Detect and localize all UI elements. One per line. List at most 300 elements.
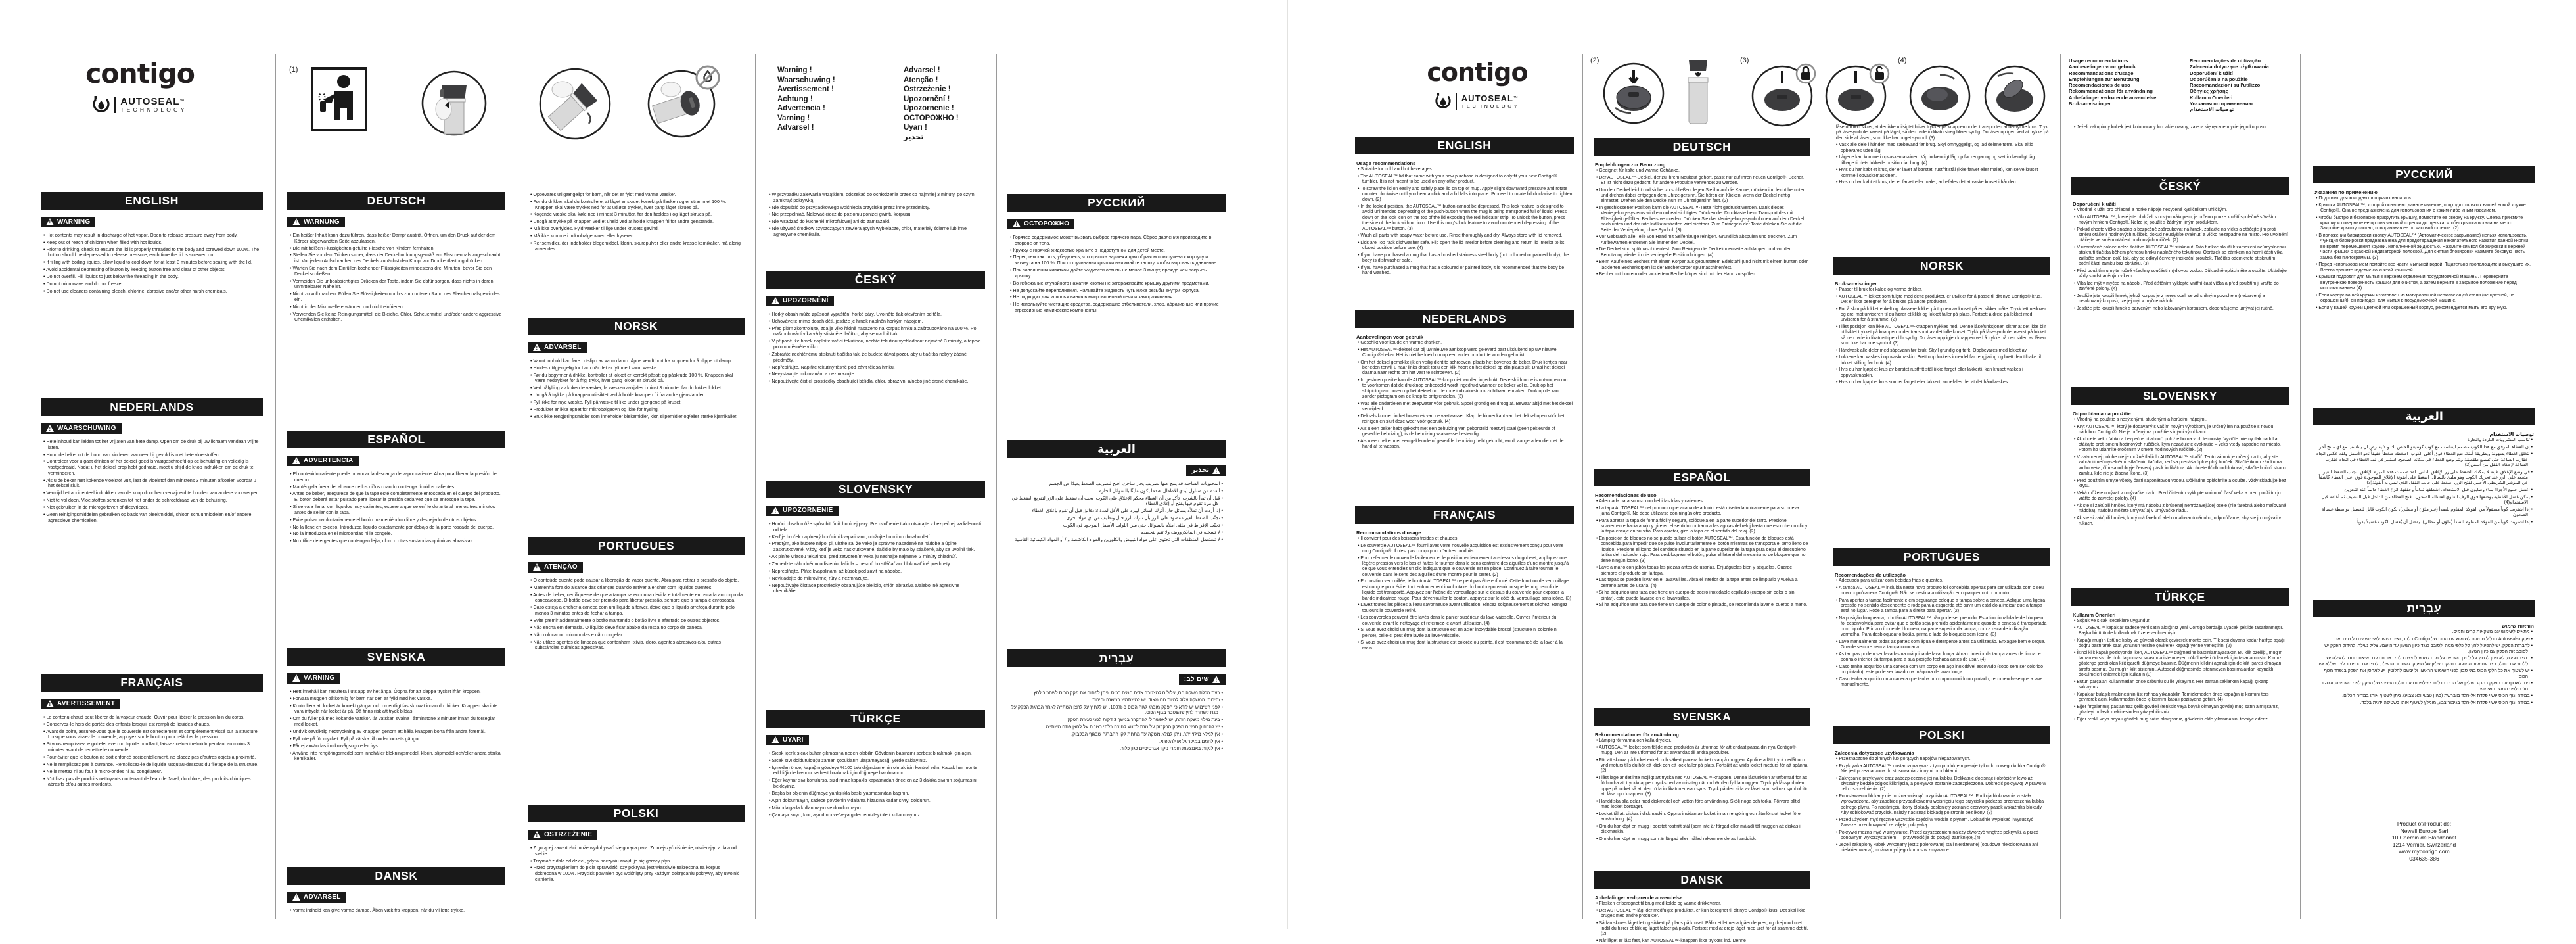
instruction-item: • For å skru på lokket enkelt og plassere lokket på toppen av kruset på en sikker måte. Trykk lett nedover og drei mot urviseren til du hører et klikk og lokket faller på plass. Fortsett å dreie på lokket med urviseren for å stramme. (2) [1836,307,2049,323]
autoseal-text: AUTOSEAL [120,95,180,107]
usage-word: Doporučení k užití [2190,70,2233,76]
instruction-item: • Når låget er låst fast, kan AUTOSEAL™-knappen ikke trykkes ind. Denne [1596,939,1809,944]
warning-badge-label: שים לב: [1184,676,1209,683]
instruction-item: • V uzamčené poloze nelze tlačítko AUTOSEAL™ stisknout. Tato funkce slouží k zamezení neúmyslnému stisknutí tlačítka během přenosu hrnku naplněného tekutinou. Obrázek se zámkem na horní části víka zatlačte směrem dolů tak, aby se odkryl červený indikační proužek. Tlačítko odemknete stisknutím boční části zámku bez obrázku. (3) [2074,245,2288,268]
instruction-item: • Před použitím umyjte ručně všechny součásti mýdlovou vodou. Důkladně opláchněte a osušte. Ukládejte vždy s odstraněným víkem. [2074,269,2288,280]
instruction-item: • إذا أردت أن تملأه بسائل حار، أترك السائل ليبرد على الأقل لمدة 3 دقائق قبل أن تقوم بإغلاق الغطاء [1009,508,1223,514]
instruction-item: • Handdiska alla delar med diskmedel och vatten före användning. Skölj noga och torka. Förvara alltid med locket borttaget. [1596,799,1809,811]
usage-word: Recommandations d'usage [2069,70,2134,76]
column-right-3 [1833,0,2050,929]
instruction-item: • Jeżeli zakupiony kubek jest kolorowany lub lakierowany, zaleca się ręczne mycie jego korpusu. [2074,125,2288,130]
instruction-item: • Hete inhoud kan leiden tot het vrijlaten van hete damp. Open om de druk bij uw lichaam vandaan vrij te laten. [43,439,262,450]
instruction-item: • W przypadku zalewania wrzątkiem, odczekać do ochłodzenia przez co najmniej 3 minuty, po czym zamknąć pokrywką. [769,192,984,203]
section-cesky-usage [2071,177,2289,386]
section-espanol-usage [1594,469,1810,704]
instruction-item: • Veká môžete umývať v umývačke riadu. Pred čistením vyklopte vnútornú časť veka a pred použitím ju vráťte do zavretej polohy. (4) [2074,491,2288,502]
instruction-item: • Antes de beber, asegúrese de que la tapa esté completamente enroscada en el cuerpo del producto. El botón deberá estar pulsado para liberar la presión cada vez que se enrosque la tapa. [290,491,504,502]
instruction-item: • تناسب المشروبات الباردة والحارة [2314,438,2533,443]
instruction-item: • Avoid accidental depressing of button by keeping button free and clear of other objects. [43,267,262,273]
instruction-item: • اغسل جميع الأجزاء بماء وصابون قبل الاستخدام. اشطفها تماماً وجففها. انزع الغطاء دائماً عند التخزين [2314,488,2533,493]
instruction-item: • إن الغطاء المرفق مع هذا الكوب مصمم ليتناسب مع كوب كونتيغو الخاص بك و لا يفترض ان يتناسب مع اي منتج آخر [2314,445,2533,450]
column-right-1 [1355,0,1574,929]
section-header-polski-warning: POLSKI [528,805,745,822]
instruction-item: • מתאים לשימוש עם משקאות קרים וחמים. [2314,630,2533,635]
section-turkce-warning [766,710,985,918]
instruction-item: • Před pitím zkontrolujte, zda je víko řádně nasazeno na korpus hrnku a zašroubováno na 100 %. Po našroubování víka vždy stiskněte tlačítko, aby se uvolnil tlak [769,326,984,337]
column-divider [755,54,756,919]
section-header-francais-warning: FRANÇAIS [41,674,263,692]
section-polski-usage-cont [2071,125,2289,176]
instruction-item: • Soğuk ve sıcak içeceklere uygundur. [2074,619,2288,624]
instruction-item: • Przed użyciem myć ręcznie wszystkie części w wodzie z płynem. Dokładnie wypłukać i wysuszyć Zawsze przechowywać ze zdjętą pokrywką. [1836,818,2049,829]
section-slovensky-warning [766,481,985,706]
instruction-item: • Hett innehåll kan resultera i utsläpp av het ånga. Öppna för att släppa trycket ifrån kroppen. [290,689,504,695]
instruction-item: • The AUTOSEAL™ lid that came with your new purchase is designed to only fit your new Contigo® tumbler. It is not meant to be used on any other product. [1358,174,1573,185]
instruction-item: • أبعده عن متناول أيدي الأطفال عندما يكون مليئًا بالسوائل الحارة [1009,488,1223,494]
warning-badge-nederlands-warning [41,423,122,434]
instruction-item: • Lave a mano con jabón todas las piezas antes de usarlas. Enjuáguelas bien y séquelas. Guarde siempre el producto sin la tapa. [1596,565,1809,577]
instruction-item: • Sådan skrues låget let og sikkert på plads på kruset. Påfør et let nedadgående pres, og drej mod uret indtil du hører et klik og låget falder på plads. Fortsæt med at dreje låget med uret for at stramme det til. (2) [1596,921,1809,937]
instruction-item: • Becher mit buntem oder lackiertem Becherkörper sind mit der Hand zu spülen. [1596,272,1809,277]
instruction-item: • Lämplig för varma och kalla drycker. [1596,738,1809,743]
instruction-item: • To screw the lid on easily and safely place lid on top of mug. Apply slight downward pressure and rotate counter clockwise until you hear a click and a lid falls into place. Proceed to rotate lid clockwise to tighten down. (2) [1358,187,1573,203]
usage-title-hebrew-usage: הוראות שימוש [2501,623,2534,629]
instruction-item: • If you have purchased a mug that has a brushed stainless steel body (not coloured or painted body), the body is dishwasher safe. [1358,253,1573,264]
instruction-item: • Do not use cleaners containing bleach, chlorine, abrasive and/or other harsh chemicals. [43,289,262,295]
instruction-item: • Må ikke overfyldes. Fyld væsker til lige under krusets gevind. [530,226,743,232]
instruction-item: • Der AUTOSEAL™-Deckel, der zu Ihrem Neukauf gehört, passt nur auf Ihren neuen Contigo®- Becher. Er ist nicht dazu gedacht, für andere Produkte verwendet zu werden. [1596,176,1809,187]
section-header-dansk-usage: DANSK [1594,871,1810,889]
instruction-item: • Nepreplňajte. Plňte kvapalinami až kúsok pod závit na nádobe. [769,569,984,575]
usage-title-dansk-usage: Anbefalinger vedrørende anvendelse [1595,895,1683,901]
instruction-item: • Als u een beker met een gekleurde of geverfde behuizing hebt gekocht, wordt aangeraden die met de hand af te wassen. [1358,439,1573,450]
instruction-item: • Geschikt voor koude en warme dranken. [1358,341,1573,346]
warning-badge-turkce-warning [766,735,809,745]
instruction-item: • Przykrywka AUTOSEAL™ dostarczona wraz z tym produktem pasuje tylko do nowego kubka Contigo®. Nie jest przeznaczona do stosowania z innymi produktami. [1836,764,2049,775]
instruction-item: • Kogende væske skal køle ned i mindst 3 minutter, før den hældes i og låget skrues på. [530,212,743,218]
warning-badge-label: UPOZORNENIE [783,507,833,514]
section-header-slovensky-warning: SLOVENSKY [766,481,985,498]
instruction-item: • Undvik oavsiktlig nedtryckning av knappen genom att hålla knappen borta från andra föremål. [290,729,504,735]
instruction-item: • Ak chcete veko ľahko a bezpečne utiahnuť, položte ho na vrch termosky. Vyviňte mierny tlak nadol a otáčajte proti smeru hodinových ručičiek, kým nezačujete cvaknutie – veko vtedy zapadne na miesto. Potom ho utiahnite otočením v smere hodinových ručičiek. (2) [2074,437,2288,454]
warning-badge-arabic-warning [1186,465,1226,476]
instruction-item: • Was alle onderdelen met zeepwater vóór gebruik. Spoel grondig en droog af. Bewaar altijd met het deksel verwijderd. [1358,402,1573,413]
instruction-item: • Evite premir acidentalmente o botão mantendo o botão livre e afastado de outros objectos. [530,618,743,624]
instruction-item: • Po ustawieniu blokady nie można wcisnąć przycisku AUTOSEAL™. Funkcja blokowania została wprowadzona, aby zapobiec przypadkowemu wciśnięciu tego przycisku podczas przenoszenia kubka pełnego płynu. Po naciśnięciu ikony blokady odsłonięty zostanie czerwony pasek wskaźnika blokady. Aby odblokować przycisk, należy nacisnąć blokadę po stronie bez ikony. (3) [1836,794,2049,816]
instruction-item: • No utilice detergentes que contengan lejía, cloro u otras sustancias químicas abrasivas. [290,538,504,544]
instruction-item: • Adequado para utilizar com bebidas frias e quentes. [1836,578,2049,584]
usage-word: Указания по применению [2190,101,2253,107]
instruction-item: • Ak ste si zakúpili hrnček, ktorý má nádobu z brúsenej nehrdzavejúcej ocele (nie farebná alebo maľovaná nádoba), nádobu môžete umývať aj v umývačke riadu. [2074,504,2288,515]
instruction-item: • Deksels kunnen in het bovenrek van de vaatwasser. Klap de binnenkant van het deksel open vóór het reinigen en sluit deze weer vóór gebruik. (4) [1358,414,1573,425]
warning-triangle-icon [533,831,541,838]
instruction-item: • Bruk ikke rengjøringsmidler som inneholder blekemidler, klor, slipemidler og/eller sterke kjemikalier. [530,414,743,420]
usage-title-polski-usage: Zalecenia dotyczące użytkowania [1835,750,1914,756]
instruction-item: • Если у вашей кружки цветной или окрашенный корпус, рекомендуется мыть его вручную. [2316,306,2534,311]
instruction-item: • Caso tenha adquirido uma caneca com um corpo em aço inoxidável escovado (copo sem ser colorido ou pintado), este pode ser lavado na máquina de lavar louça. [1836,665,2049,676]
autoseal-text: AUTOSEAL [1461,93,1513,103]
instruction-item: • تجنّب الضغط الغير مقصود على الزر بأن تترك الزر خال ونظيف من أي مواد أخرى [1009,515,1223,521]
instruction-item: • Nepřeplňujte. Naplňte tekutiny těsně pod závit tělesa hrnku. [769,365,984,371]
warning-badge-portugues-warning [528,562,583,573]
usage-word: توصيات الاستخدام [2190,106,2234,113]
instruction-item: • Il convient pour des boissons froides et chaudes. [1358,536,1573,542]
instruction-item: • Geen reinigingsmiddelen gebruiken op basis van bleekmiddel, chloor, schuurmiddelen en/of andere agressieve chemicaliën. [43,512,262,523]
instruction-item: • Holdes utilgjengelig for barn når det er fylt med varm væske. [530,366,743,371]
section-header-norsk-usage: NORSK [1833,257,2050,275]
diagram-4-label: (4) [1898,57,1907,64]
section-nederlands-warning [41,398,263,669]
instruction-item: • פקק ה-Autoseal הכלול מתאים לשימוש עם הכוס של Contigo בלבד, ואינו מיועד לשימוש עם כל מוצר אחר. [2314,637,2533,642]
section-english-usage [1355,137,1574,308]
instruction-item: • Eğer renkli veya boyalı gövdeli mug satın almışsanız, gövdenin elde yıkanmasını tavsiye ederiz. [2074,717,2288,722]
warning-word: ОСТОРОЖНО ! [904,114,959,122]
instruction-item: • Не подходит для использования в микроволновой печи и замораживания. [1010,295,1224,300]
instruction-item: • Als u de beker met kokende vloeistof vult, laat de vloeistof dan minstens 3 minuten afkoelen voordat u het deksel sluit. [43,478,262,489]
column-right-5 [2313,0,2535,929]
instruction-item: • Wash all parts with soapy water before use. Rinse thoroughly and dry. Always store with lid removed. [1358,233,1573,239]
warning-word: Advarsel ! [904,66,940,74]
section-header-nederlands-warning: NEDERLANDS [41,398,263,416]
section-header-nederlands-usage: NEDERLANDS [1355,310,1574,328]
instruction-item: • Geeignet für kalte und warme Getränke. [1596,168,1809,174]
instruction-item: • Zakręcanie przykrywki oraz zabezpieczanie jej na kubku. Delikatnie docisnąć i obrócić w lewo aż słyszalny będzie odgłos kliknięcia, a pokrywka zostanie zabezpieczona. Dokręcić pokrywkę w prawo w celu uszczelnienia. (2) [1836,776,2049,793]
instruction-item: • Det AUTOSEAL™-låg, der medfulgte produktet, er kun beregnet til dit nye Contigo®-krus. Det skal ikke bruges med andre produkter. [1596,909,1809,920]
section-deutsch-warning [287,192,505,427]
warning-triangle-icon [1212,467,1220,474]
instruction-item: • Przeznaczone do zimnych lub gorących napojów niegazowanych. [1836,757,2049,762]
instruction-item: • Vor Gebrauch alle Teile von Hand mit Seifenlauge reinigen. Gründlich abspülen und trocknen. Zum Aufbewahren entfernen Sie immer den Deckel. [1596,235,1809,246]
warning-triangle-icon [771,736,779,743]
warning-word: Warning ! [777,66,812,74]
instruction-item: • Får ej användas i mikrovågsugn eller frys. [290,743,504,749]
instruction-item: • In the locked position, the AUTOSEAL™ button cannot be depressed. This lock feature is designed to avoid unintended depressing of the push-button when the mug is being transported full of liquid. Press down on the lock icon on the top of the lid exposing the red indicator strip. To unlock the button, press the side of the lock with no icon. Use this mug's lock feature to avoid unintended depressing of the AUTOSEAL™ button. (3) [1358,204,1573,232]
section-dansk-usage-cont [1833,125,2050,256]
warning-word: Varning ! [777,114,810,122]
instruction-item: • Jeżeli zakupiony kubek wykonany jest z polerowanej stali nierdzewnej (obudowa niekolorowana ani nielakierowana), można myć jego korpus w zmywarce. [1836,843,2049,854]
instruction-item: • AUTOSEAL™-locket som följde med produkten är utformad för att endast passa din nya Contigo®- mugg. Den är inte utformad för att användas till andra produkter. [1596,745,1809,757]
instruction-item: • Fyll inte på för mycket. Fyll på vätska till under lockets gängor. [290,736,504,742]
instruction-item: • قبل أن تبدأ بالشرب، تأكد من أن الغطاء محكم الإغلاق على الكوب. يجب أن تضغط على الزر لتفريغ الضغط في كل مرة تقوم فيها بفتح أو إغلاق الغطاء [1009,496,1223,507]
section-header-turkce-usage: TÜRKÇE [2071,588,2289,606]
usage-word: Bruksanvisninger [2069,101,2111,107]
usage-word: Zalecenia dotyczące użytkowania [2190,64,2269,70]
warning-word: Upozornění ! [904,95,950,103]
product-info-line: 10 Chemin de Blandonnet [2391,834,2457,841]
instruction-item: • Mikrodalgada kullanmayın ve dondurmayın. [769,805,984,811]
instruction-item: • En posición de bloqueo no se puede pulsar el botón AUTOSEAL™. Esta función de bloqueo está concebida para impedir que se pulse involuntariamente el botón mientras se transporta el tarro lleno de líquido. Presione el icono del candado situado en la parte superior de la tapa para dejar al descubierto la tira del indicador rojo. Para desbloquear el botón, pulse el lateral del mecanismo de bloqueo que no tiene ningún icono. (3) [1596,536,1809,564]
usage-word: Usage recommendations [2069,58,2128,64]
instruction-item: • זהירות: המשקה עלול להיות חם מאוד. יש להשתמש במשנה זהירות. [1009,697,1223,703]
instruction-item: • Víka lze mýt v myčce na nádobí. Před čištěním vyklopte vnitřní část víčka a před použitím ji vraťte do zavřené polohy. (4) [2074,281,2288,293]
instruction-item: • Lokkene kan vaskes i oppvaskmaskin. Brett opp lokkets innerdel før rengjøring og brett den tilbake til lukket stilling før bruk. (4) [1836,355,2049,366]
instruction-item: • Kapaklar bulaşık makinesinin üst rafında yıkanabilir. Temizlemeden önce kapağın iç kısmını ters çevirerek açın, kullanmadan önce iç kısmını kapalı pozisyona getirin. (4) [2074,692,2288,703]
instruction-item: • Avant de boire, assurez-vous que le couvercle est correctement et complètement vissé sur la structure. Lorsque vous vissez le couvercle, appuyez sur le bouton pour relâcher la pression. [43,729,262,740]
section-polski-usage [1833,726,2050,917]
instruction-item: • Przed przystąpieniem do picia sprawdzić, czy pokrywa jest właściwie nakręcona na korpus i dokręcona w 100%. Przycisk powinien być wciśnięty przy każdym dokręcaniu pokrywy, aby uwolnić ciśnienie. [530,865,743,882]
instruction-item: • Må ikke komme i mikrobølgeovnen eller fryseren. [530,233,743,239]
instruction-item: • Lavez toutes les pièces à l'eau savonneuse avant utilisation. Rincez soigneusement et séchez. Rangez toujours le couvercle retiré. [1358,603,1573,614]
warning-triangle-icon [533,563,541,571]
warning-triangle-icon [292,457,300,464]
instruction-item: • Le couvercle AUTOSEAL™ fourni avec votre nouvelle acquisition est exclusivement conçu pour votre mug Contigo®. Il n'est pas conçu pour d'autres produits. [1358,544,1573,555]
section-nederlands-usage [1355,310,1574,502]
instruction-item: • Nicht zu voll machen. Füllen Sie Flüssigkeiten nur bis zum unteren Rand des Flaschenhalsgewindes ein. [290,291,504,302]
warning-badge-label: ADVARSEL [304,893,341,901]
warning-word: Avertissement ! [777,85,834,93]
warning-badge-english-warning [41,217,95,227]
instruction-item: • Opbevares utilgængeligt for børn, når det er fyldt med varme væsker. [530,192,743,198]
instruction-item: • In geschlossener Position kann die AUTOSEAL™-Taste nicht gedrückt werden. Dank dieses Verriegelungssystems wird ein unbeabsichtigtes Drücken der Drucktaste beim Transport des mit Flüssigkeit gefüllten Bechers vermieden. Drücken Sie das Verriegelungssymbol oben auf dem Deckel nach unten und der rote Indikatorstreifen wird sichtbar. Zum Entriegeln der Taste drücken Sie auf die Seite der Verriegelung ohne Symbol. (3) [1596,206,1809,233]
column-divider [2060,54,2061,919]
usage-word: Recomendaciones de uso [2069,82,2130,89]
instruction-item: • Pour refermer le couvercle facilement et le positionner fermement au-dessus du gobelet, appliquez une légère pression vers le bas et faites le tourner dans le sens contraire des aiguilles d'une montre jusqu'à ce que vous entendiez un clic indiquant que le couvercle est en place. Continuez à faire tourner le couvercle dans le sens des aiguilles d'une montre pour le serrer. (2) [1358,556,1573,578]
warning-badge-label: WARNUNG [304,218,340,225]
instruction-item: • Não utilize agentes de limpeza que contenham lixívia, cloro, agentes abrasivos e/ou outras substâncias químicas agressivas. [530,640,743,651]
warning-badge-label: ADVARSEL [544,344,582,351]
section-polski-warning [528,805,745,918]
section-russky-warning [1007,194,1226,437]
instruction-item: • Eğer fırçalanmış paslanmaz çelik gövdeli (renksiz veya boyalı olmayan gövde) mug satın almışsanız, gövdeyi bulaşık makinesinden yıkayabilirsiniz. [2074,705,2288,716]
usage-title-espanol-usage: Recomendaciones de uso [1595,492,1657,498]
diagram-1-label: (1) [289,66,298,74]
section-header-english-warning: ENGLISH [41,192,263,210]
section-header-svenska-usage: SVENSKA [1594,708,1810,726]
warning-triangle-icon [771,297,779,304]
instruction-item: • במידה וגוף הכוס עשוי פלדת אל-חלד בגימור צבע, מומלץ לשטוף אותו בשטיפה ידנית בלבד. [2314,701,2533,706]
section-header-turkce-warning: TÜRKÇE [766,710,985,728]
warning-triangle-icon [533,344,541,351]
instruction-item: • Nepoužívajte čistiace prostriedky obsahujúce bielidlo, chlór, abrazíva a/alebo iné agresívne chemikálie. [769,583,984,594]
instruction-item: • בעת הכלת משקה חם, עלולים להצטבר אדים חמים בכוס. ניתן לפתוח את פקק הכוס לשחרור לחץ. [1009,690,1223,696]
instruction-item: • Do not overfill. Fill liquids to just below the threading in the body. [43,274,262,280]
warning-triangle-icon [292,893,300,901]
product-info-line: Newell Europe Sarl [2400,827,2449,834]
instruction-item: • Nie przepełniać. Nalewać ciecz do poziomu poniżej gwintu korpusu. [769,212,984,218]
usage-title-svenska-usage: Rekommendationer för användning [1595,732,1679,738]
usage-word: Aanbevelingen voor gebruik [2069,64,2136,70]
instruction-item: • Använd inte rengöringsmedel som innehåller blekningsmedel, klorin, slipmedel och/eller andra starka kemikalier. [290,751,504,762]
warning-triangle-icon [46,425,54,432]
instruction-item: • Hot contents may result in discharge of hot vapor. Open to release pressure away from body. [43,233,262,239]
section-header-cesky-warning: ČESKÝ [766,271,985,289]
instruction-item: • Verwenden Sie keine Reinigungsmittel, die Bleiche, Chlor, Scheuermittel und/oder andere aggressive Chemikalien enthalten. [290,312,504,323]
instruction-item: • Uchovávejte mimo dosah dětí, jestliže je hrnek naplněn horkým nápojem. [769,319,984,325]
instruction-item: • As tampas podem ser lavadas na máquina de lavar louça. Abra o interior da tampa antes de limpar e ponha o interior da tampa para a sua posição fechada antes de usar. (4) [1836,652,2049,663]
section-portugues-warning [528,537,745,801]
instruction-item: • Niet gebruiken in de microgolfoven of diepvriezer. [43,505,262,511]
instruction-item: • N'utilisez pas de produits nettoyants contenant de l'eau de Javel, du chlore, des produits chimiques abrasifs et/ou autres mordants. [43,776,262,788]
column-left-4 [766,0,985,929]
instruction-item: • להברגת הפקק, יש להפעיל לחץ קל כלפי מטה ולסובב כנגד כיוון השעון עד הישמע צליל נעילה. להידוק הפקק יש לסובב את הפקק עם כיוון השעון. [2314,644,2533,655]
technology-text: TECHNOLOGY [1461,103,1520,109]
instruction-item: • Le contenu chaud peut libérer de la vapeur chaude. Ouvrir pour libérer la pression loin du corps. [43,715,262,720]
instruction-item: • Nie używać środków czyszczących zawierających wybielacze, chlor, materiały ścierne lub inne agresywne chemikalia. [769,226,984,237]
instruction-item: • Prior to drinking, check to ensure the lid is properly threaded to the body and screwed down 100%. The button should be depressed to release pressure, each time the lid is screwed on. [43,247,262,258]
usage-word: Raccomandazioni sull'utilizzo [2190,82,2261,89]
instruction-item: • אין למלא מילוי יתר. ניתן למלא משקה עד מתחת לקו ההברגה שבגוף הבקבוק. [1009,732,1223,738]
section-dansk-usage [1594,871,1810,943]
instruction-item: • Подходит для холодных и горячих напитков. [2316,196,2534,201]
section-header-norsk-warning: NORSK [528,318,745,335]
section-portugues-usage [1833,548,2050,725]
instruction-item: • Horúci obsah môže spôsobiť únik horúcej pary. Pre uvoľnenie tlaku otvárajte v bezpečnej vzdialenosti od tela. [769,521,984,532]
instruction-item: • Kapağı mug'ın üstüne kolay ve güvenli olarak çevirerek monte edin. Tık sesi duyana kadar hafifçe aşağı doğru bastırarak saat yönünün tersine çevirerek kapağı yerine yerleştirin. (2) [2074,638,2288,649]
instruction-item: • Hvis du har kjøpt et krus som er farget eller lakkert, anbefales det at det håndvaskes. [1836,380,2049,385]
section-header-hebrew-usage: עִבְרִית [2313,600,2535,617]
warning-badge-cesky-warning [766,296,834,306]
instruction-item: • AUTOSEAL™ kapaklar sadece yeni satın aldığınız yeni Contigo bardağa uyacak şekilde tasarlanmıştır. Başka bir üründe kullanılmak üzere verilmemiştir. [2074,626,2288,637]
instruction-item: • إذا اشتريت كوباً مصقولاً من الفولاذ المقاوم للصدأ (غير ملوّن أو مطلي)، يكون الكوب قابل للغسيل بواسطة غسالة الصحون [2314,507,2533,519]
warning-word: Uyarı ! [904,124,927,131]
instruction-item: • Lave manualmente todas as partes com água e detergente antes da utilização. Enxagúe bem e seque. Guarde sempre sem a tampa colocada. [1836,640,2049,651]
instruction-item: • Die mit heißen Flüssigkeiten gefüllte Flasche von Kindern fernhalten. [290,246,504,252]
instruction-item: • Predtým, ako budete nápoj pi, uistite sa, že veko je správne nasadené na nádobe a úplne zaskrutkované. Vždy, keď je veko naskrutkované, tlačidlo by malo by stlačené, aby sa uvoľnil tlak. [769,541,984,552]
instruction-item: • Hvis du har kjøpt et krus av børstet rustfritt stål (ikke farget eller lakkert), kan kruset vaskes i oppvaskmaskin. [1836,367,2049,379]
warning-triangle-icon [292,218,300,225]
instruction-item: • Eğer kaynar sıvı konulursa, sızdırmaz kapakla kapatmadan önce en az 3 dakika sıvının soğumasını bekleyiniz. [769,778,984,789]
instruction-item: • I låst läge är det inte möjligt att trycka ned AUTOSEAL™-knappen. Denna låsfunktion är utformad för att förhindra att tryckknappen trycks ned av misstag när du bär den fyllda muggen. Tryck på låssymbolen uppe på locket så att den röda indikatorremsan syns. Tryck på den sida av låset som saknar symbol för att låsa upp knappen. (3) [1596,776,1809,798]
section-header-cesky-usage: ČESKÝ [2071,177,2289,195]
instruction-item: • במידה וגוף הכוס עשוי פלדת אל-חלד מוברשת (בגוון טבעי ולא צבוע), ניתן לשטוף אותו במדיח הכלים. [2314,694,2533,699]
instruction-item: • Caso esteja a encher a caneca com um líquido a ferver, deixe que o líquido arrefeça durante pelo menos 3 minutos antes de fechar a tampa. [530,605,743,616]
instruction-item: • Om het deksel gemakkelijk en veilig dicht te schroeven, plaats het bovenop de beker. Druk lichtjes naar beneden terwijl u naar links draait tot u een klik hoort en het deksel op zijn plaats zit. Draai het deksel daarna naar rechts om het vast te schroeven. (2) [1358,360,1573,377]
instruction-item: • Het AUTOSEAL™-deksel dat bij uw nieuwe aankoop werd geleverd past uitsluitend op uw nieuwe Contigo®-beker. Het is niet bedoeld om op een ander product te worden gebruikt. [1358,348,1573,359]
instruction-item: • Mantenha fora do alcance das crianças quando estiver a encher com líquidos quentes. [530,585,743,591]
warning-badge-label: OSTRZEŻENIE [544,831,593,838]
instruction-item: • Før du begynner å drikke, kontroller at lokket er korrekt påsatt og påskrudd 100 %. Knappen skal være nedtrykket for å frigi trykk, hver gang lokket er skrudd på. [530,373,743,384]
section-header-dansk-warning: DANSK [287,867,505,885]
instruction-item: • If filling with boiling liquids, allow liquid to cool down for at least 3 minutes before sealing with the lid. [43,260,262,266]
instruction-item: • No la llene en exceso. Introduzca líquido exactamente por debajo de la parte roscada del cuerpo. [290,525,504,531]
usage-word: Anbefalinger vedrørende anvendelse [2069,94,2157,101]
instruction-item: • Nepoužívejte čistící prostředky obsahující bělidla, chlor, abrazivní a/nebo jiné drsné chemikálie. [769,379,984,385]
instruction-item: • Før du drikker, skal du kontrollere, at låget er skruet korrekt på flasken og er strammet 100 %. Knappen skal være trykket ned for at udløse trykket, hver gang låget skrues på. [530,199,743,210]
instruction-item: • Antes de beber, certifique-se de que a tampa se encontra devida e totalmente enroscada ao corpo da caneca/copo. O botão deve ser premido para libertar pressão, sempre que a tampa é enroscada. [530,592,743,603]
usage-title-arabic-usage: توصيات الاستخدام [2489,431,2534,437]
instruction-item: • Чтобы быстро и безопасно прикрутить крышку, поместите ее сверху на кружку. Слегка прижмите крышку и поверните ее против часовой стрелки до щелчка, чтобы крышка встала на место. Закройте крышку плотно, поворачивая ее по часовой стрелке. (2) [2316,216,2534,232]
instruction-item: • Keď je hrnček naplnený horúcimi kvapalinami, udržujte ho mimo dosahu detí. [769,534,984,540]
instruction-item: • In gesloten positie kan de AUTOSEAL™-knop niet worden ingedrukt. Deze sluitfunctie is ontworpen om te voorkomen dat de drukknop onbedoeld wordt ingedrukt wanneer de beker vol is. Druk op het slotpictogram boven op het deksel om de rode indicatorstrook zichtbaar te maken. Druk op de kant zonder pictogram om de knop te ontgrendelen. (3) [1358,378,1573,400]
instruction-item: • Warten Sie nach dem Einfüllen kochender Flüssigkeiten mindestens drei Minuten, bevor Sie den Deckel schließen. [290,266,504,277]
column-left-1 [41,0,263,929]
section-header-hebrew-warning: עִבְרִית [1007,649,1226,667]
instruction-item: • Förvara muggen oåtkomlig för barn när den är fylld med het vätska. [290,696,504,702]
instruction-item: • İçmeden önce, kapağın gövdeye %100 takıldığından emin olmak için kontrol edin. Kapak her monte edildiğinde basıncı serbest bırakmak için düğmeye basılmalıdır. [769,765,984,776]
warning-badge-deutsch-warning [287,217,345,227]
section-header-english-usage: ENGLISH [1355,137,1574,154]
section-dansk-warning-cont [528,192,745,314]
instruction-item: • Niet te vol doen. Vloeistoffen schenken tot net onder de schroefdraad van de behuizing. [43,498,262,504]
warning-badge-label: ОСТОРОЖНО [1024,220,1070,227]
instruction-item: • O conteúdo quente pode causar a liberação de vapor quente. Abra para retirar a pressão do objeto. [530,578,743,584]
warning-badge-label: VARNING [304,674,335,682]
instruction-item: • Zamedzte náhodnému odisteniu tlačidla – nesmú ho stláčať ani blokovať iné predmety. [769,561,984,567]
usage-title-cesky-usage: Doporučení k užití [2073,201,2116,207]
warning-word: Atenção ! [904,76,938,84]
column-left-5 [1007,0,1226,929]
trademark-symbol: ™ [1513,95,1519,101]
instruction-item: • Fyll ikke for mye væske. Fyll på væske til like under gjengene på kruset. [530,400,743,406]
instruction-item: • Nevystavujte mikrovlnám a nezmrazujte. [769,371,984,377]
instruction-item: • Controleer voor u gaat drinken of het deksel goed is vastgeschroefd op de behuizing en volledig is vastgedraaid. Nadat u het deksel erop hebt gedraaid, moet u altijd de knop indrukken om de druk te verminderen. [43,459,262,476]
instruction-item: • För att skruva på locket enkelt och säkert placera locket ovanpå muggen. Applicera lätt tryck nedåt och vrid moturs tills du hör ett klick och ett lock faller på plats. Fortsätt att vrida locket medurs för att spänna. (2) [1596,758,1809,774]
warning-badge-label: ATENÇÃO [544,563,578,571]
instruction-item: • Om du har köpt en mugg som är färgad eller målad rekommenderas handdisk. [1596,837,1809,842]
instruction-item: • Houd de beker uit de buurt van kinderen wanneer hij gevuld is met hete vloeistoffen. [43,452,262,458]
instruction-item: • Víko AUTOSEAL™, které jste obdrželi s novým nákupem, je určeno pouze k užití společně s Vaším novým hrnkem Contigo®. Nelze jej použít s žádným jiným produktem. [2074,215,2288,226]
instruction-item: • تجنّب الإفراط في ملئه. املأه بالسوائل حتى سن اللولب الأسفل الموجود في الكوب [1009,523,1223,529]
instruction-item: • Passer til bruk for kalde og varme drikker. [1836,287,2049,293]
instruction-item: • При заполнении кипятком дайте жидкости остыть не менее 3 минут, прежде чем закрыть крышку. [1010,268,1224,279]
usage-title-norsk-usage: Bruksanvisninger [1835,281,1877,287]
section-norsk-warning [528,318,745,533]
sheet-fold-line [1287,0,1288,929]
instruction-item: • Не допускайте переполнения. Наливайте жидкость чуть ниже резьбы внутри корпуса. [1010,288,1224,294]
section-turkce-usage [2071,588,2289,851]
contigo-logo: contigo [85,58,195,89]
usage-title-slovensky-usage: Odporúčania na použitie [2073,411,2131,417]
usage-title-deutsch-usage: Empfehlungen zur Benutzung [1595,162,1666,168]
section-header-russky-usage: РУССКИЙ [2313,166,2535,183]
instruction-item: • Las tapas se pueden lavar en el lavavajillas. Abra el interior de la tapa antes de limpiarlo y vuelva a cerrarlo antes de usarla. (4) [1596,578,1809,589]
instruction-item: • Beim Kauf eines Bechers mit einem Körper aus gebürstetem Edelstahl (und nicht mit einem bunten oder lackierten Becherkörper) ist der Becherkörper spülmaschinenfest. [1596,260,1809,271]
instruction-item: • If you have purchased a mug that has a coloured or painted body, it is recommended that the body be hand washed. [1358,266,1573,277]
instruction-item: • Lågene kan komme i opvaskemaskinen. Vip indvendigt låg op før rengøring og sæt indvendigt låg tilbage til dets lukkede position før brug. (4) [1836,155,2049,166]
instruction-item: • לפני השימוש יש לודא כי הפקק מוברג לגוף הכוס ב-100%. יש ללחוץ על לחצן השתייה לאחר הברגת הפקק על מנת לשחרר לחץ שהצטבר בגוף הכוס. [1009,705,1223,716]
section-header-deutsch-usage: DEUTSCH [1594,138,1810,156]
instruction-item: • Manténgala fuera del alcance de los niños cuando contenga líquidos calientes. [290,484,504,490]
warning-badge-label: UPOZORNĚNÍ [783,297,829,304]
column-divider [996,54,997,919]
product-info-line: 034635-386 [2409,855,2439,862]
warning-triangle-icon [1212,676,1220,683]
instruction-item: • Evite pulsar involuntariamente el botón manteniéndolo libre y despejado de otros objetos. [290,517,504,523]
instruction-item: • Não encha em demasia. O líquido deve ficar abaixo da rosca no corpo da caneca. [530,625,743,631]
product-info-line: Product of/Produit de: [2397,820,2452,827]
instruction-item: • Ved påfylling av kokende væsker, la væsken avkjøles i minst 3 minutter før du lukker lokket. [530,385,743,391]
column-right-4 [2071,0,2289,929]
instruction-item: • لتغلق الغطاء بسهولة وبطريقة آمنة، ضع الغطاء فوق أعلى الكوب، اضغطه ضغطاً خفيفاً نحو الأسفل ولفه عكس اتجاه عقارب الساعة حتى تسمع طقطقة ويتم وضع الغطاء في مكانه الصحيح. استمر في لف الغطاء في اتجاه عقارب الساعة لإحكام القفل من أسفل(2) [2314,452,2533,468]
warning-word: Upozornenie ! [904,105,954,112]
contigo-logo: contigo [1427,58,1528,87]
section-polski-warning-cont [766,192,985,267]
warning-word: Waarschuwing ! [777,76,835,84]
column-left-2 [287,0,505,929]
instruction-item: • Bütün parçaları kullanmadan önce sabunlu su ile yıkayınız. Her zaman saklarken kapağı çıkarıp saklayınız. [2074,680,2288,691]
instruction-item: • Si ha adquirido una taza que tiene un cuerpo de acero inoxidable cepillado (cuerpo sin color o sin pintar), este puede lavarse en el lavavajillas. [1596,590,1809,602]
instruction-item: • Om du fyller på med kokande vätskor, låt vätskan svalna i åtminstone 3 minuter innan du förseglar med locket. [290,716,504,727]
warning-triangle-icon [771,507,779,514]
warning-triangle-icon [46,218,54,225]
section-header-arabic-usage: العربية [2313,408,2535,425]
section-russky-usage [2313,166,2535,404]
warning-triangle-icon [292,674,300,682]
section-espanol-warning [287,431,505,644]
instruction-item: • Горячее содержимое может вызвать выброс горячего пара. Сброс давления производите в стороне от тела. [1010,235,1224,246]
instruction-item: • Para apretar la tapa de forma fácil y segura, colóquela en la parte superior del tarro. Presione suavemente hacia abajo y gire en el sentido contrario a las agujas del reloj hasta que escuche un clic y la tapa encaje en su sitio. Para apretar, gire la tapa en el sentido del reloj. (2) [1596,519,1809,535]
instruction-item: • בעת מילוי משקה רותח, יש לאפשר לו להתקרר במשך 3 דקות לפני סגירת הפקק. [1009,717,1223,723]
column-right-2 [1594,0,1810,943]
section-deutsch-usage [1594,138,1810,465]
instruction-item: • Unngå å trykke på knappen utilsiktet ved å holde knappen fri fra andre gjenstander. [530,392,743,398]
instruction-item: • Pred použitím umyte všetky časti saponátovou vodou. Dôkladne opláchnite a osušte. Vždy skladujte bez krytu. [2074,479,2288,490]
instruction-item: • Stellen Sie vor dem Trinken sicher, dass der Deckel ordnungsgemäß am Flaschenhals zugeschraubt ist. Vor jedem Aufschrauben des Deckels zunächst den Knopf zur Druckentlastung drücken. [290,252,504,264]
section-header-arabic-warning: العربية [1007,440,1226,458]
section-header-portugues-usage: PORTUGUES [1833,548,2050,566]
instruction-item: • אין לנקות באמצעות חומרי ניקוי אגרסיביים כגון כלור. [1009,746,1223,752]
technology-text: TECHNOLOGY [120,106,187,113]
